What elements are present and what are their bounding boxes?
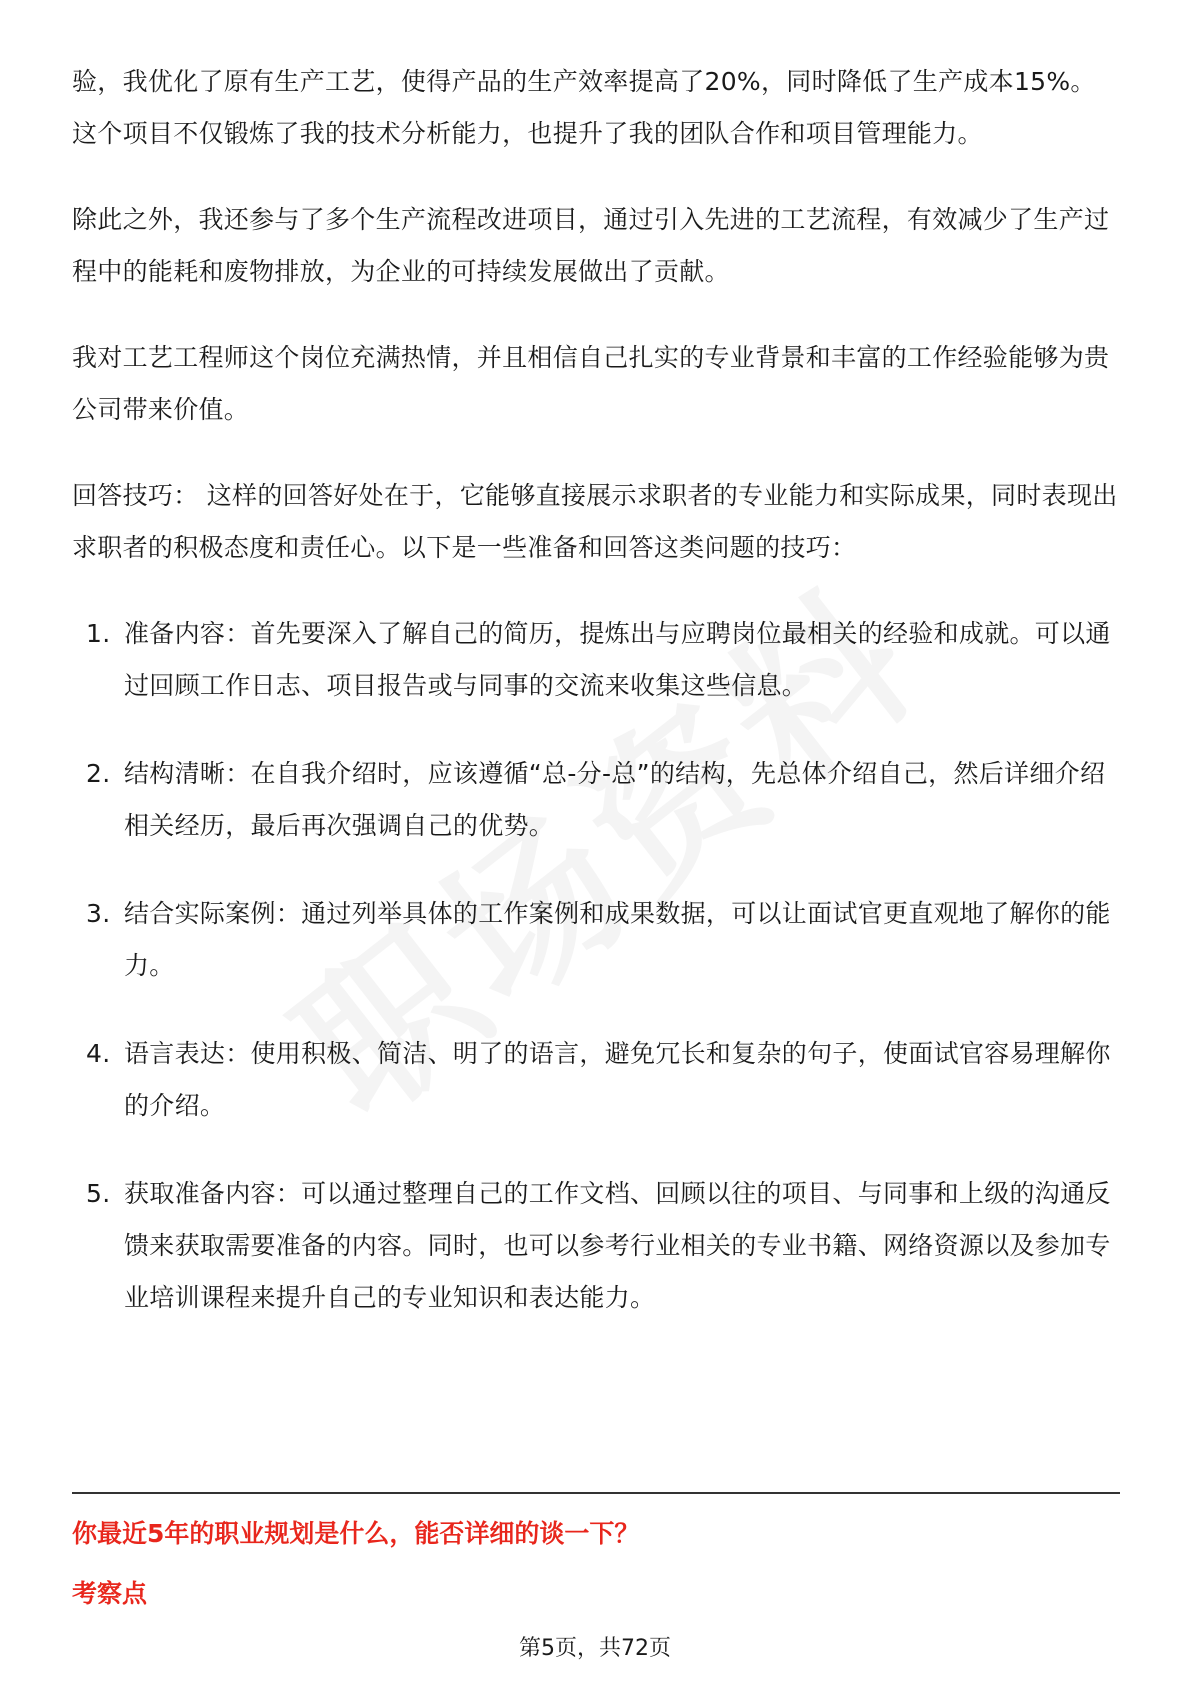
list-item-text: 语言表达：使用积极、简洁、明了的语言，避免冗长和复杂的句子，使面试官容易理解你的介绍。 bbox=[124, 1039, 1111, 1120]
list-item-number: 3. bbox=[86, 899, 111, 928]
list-item-number: 4. bbox=[86, 1039, 111, 1068]
list-item bbox=[72, 1028, 1120, 1132]
list-item bbox=[72, 748, 1120, 852]
question-heading: 你最近5年的职业规划是什么，能否详细的谈一下？ bbox=[72, 1519, 640, 1548]
section-divider bbox=[72, 1492, 1120, 1494]
list-item bbox=[72, 1168, 1120, 1324]
list-item-number: 2. bbox=[86, 759, 111, 788]
paragraph-process-improvement: 除此之外，我还参与了多个生产流程改进项目，通过引入先进的工艺流程，有效减少了生产过程中的能耗和废物排放，为企业的可持续发展做出了贡献。 bbox=[72, 205, 1110, 286]
list-item-text: 获取准备内容：可以通过整理自己的工作文档、回顾以往的项目、与同事和上级的沟通反馈来获取需要准备的内容。同时，也可以参考行业相关的专业书籍、网络资源以及参加专业培训课程来提升自己的专业知识和表达能力。 bbox=[124, 1179, 1111, 1312]
paragraph-passion: 我对工艺工程师这个岗位充满热情，并且相信自己扎实的专业背景和丰富的工作经验能够为贵公司带来价值。 bbox=[72, 343, 1110, 424]
list-item bbox=[72, 608, 1120, 712]
tips-list bbox=[72, 608, 1120, 1324]
body-content bbox=[72, 56, 1120, 1360]
subheading-assessment-points: 考察点 bbox=[72, 1579, 148, 1608]
paragraph-answer-tips: 回答技巧： 这样的回答好处在于，它能够直接展示求职者的专业能力和实际成果，同时表现出求职者的积极态度和责任心。以下是一些准备和回答这类问题的技巧： bbox=[72, 481, 1118, 562]
list-item-number: 1. bbox=[86, 619, 111, 648]
list-item-text: 结合实际案例：通过列举具体的工作案例和成果数据，可以让面试官更直观地了解你的能力。 bbox=[124, 899, 1111, 980]
list-item-number: 5. bbox=[86, 1179, 111, 1208]
page-number: 第5页，共72页 bbox=[519, 1636, 671, 1661]
list-item bbox=[72, 888, 1120, 992]
paragraph-experience: 验，我优化了原有生产工艺，使得产品的生产效率提高了20%，同时降低了生产成本15%。这个项目不仅锻炼了我的技术分析能力，也提升了我的团队合作和项目管理能力。 bbox=[72, 67, 1096, 148]
list-item-text: 结构清晰：在自我介绍时，应该遵循“总-分-总”的结构，先总体介绍自己，然后详细介绍相关经历，最后再次强调自己的优势。 bbox=[124, 759, 1106, 840]
list-item-text: 准备内容：首先要深入了解自己的简历，提炼出与应聘岗位最相关的经验和成就。可以通过回顾工作日志、项目报告或与同事的交流来收集这些信息。 bbox=[124, 619, 1111, 700]
